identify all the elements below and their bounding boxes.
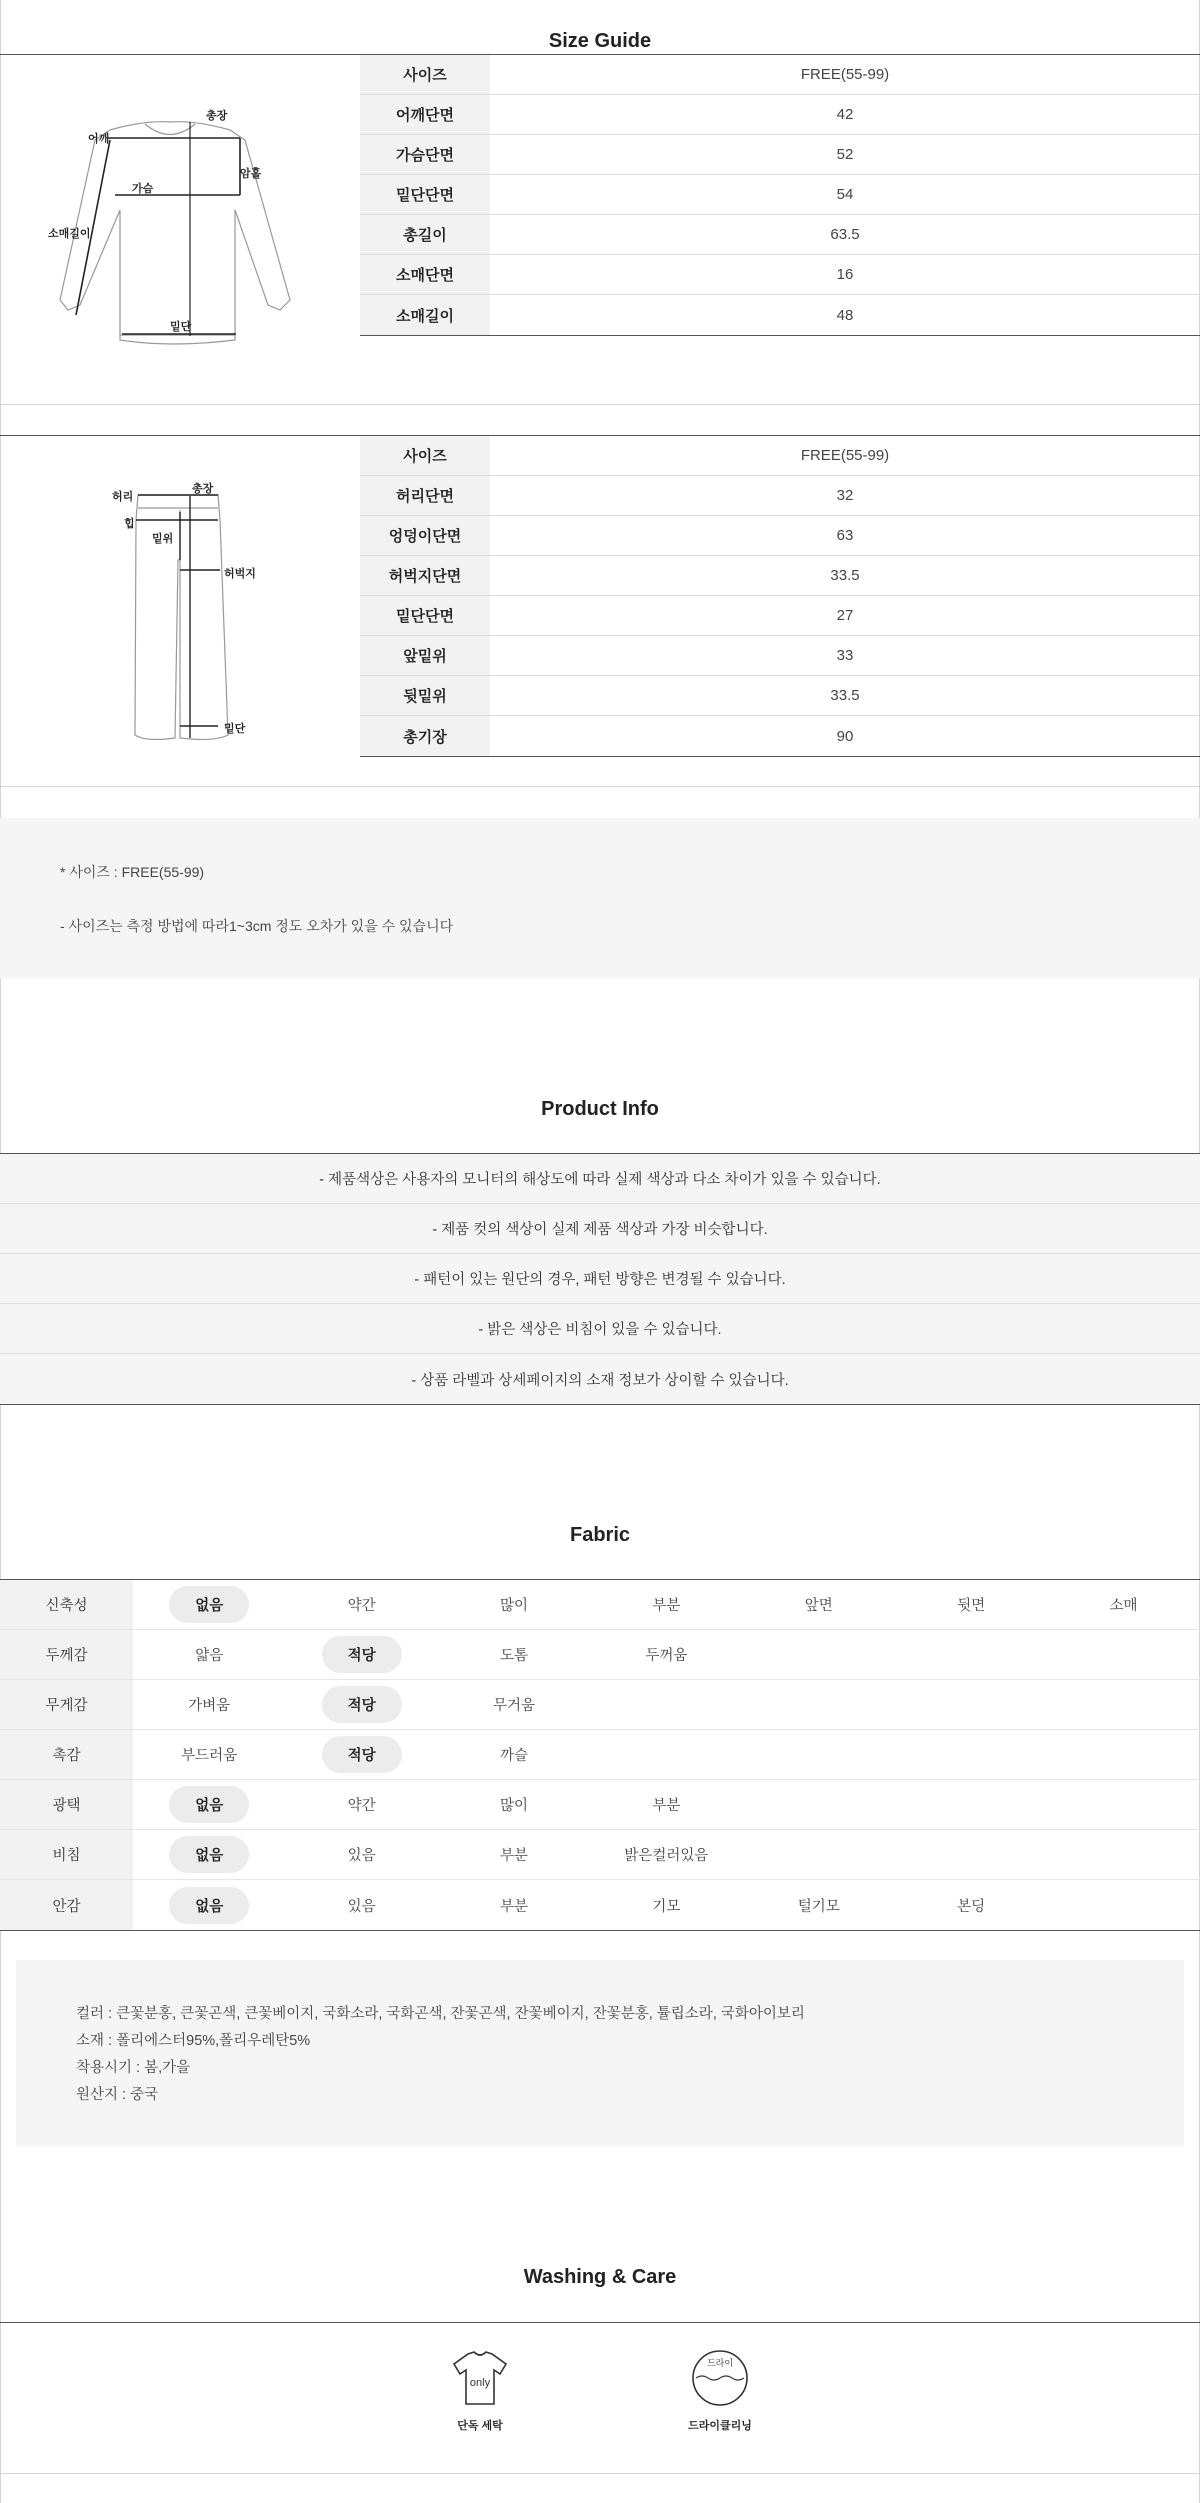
fabric-detail-line: 컬러 : 큰꽃분홍, 큰꽃곤색, 큰꽃베이지, 국화소라, 국화곤색, 잔꽃곤색, 잔꽃베이지, 잔꽃분홍, 튤립소라, 국화아이보리 bbox=[76, 2006, 805, 2022]
fabric-row bbox=[0, 1780, 1200, 1830]
size-label: 가슴단면 bbox=[360, 135, 490, 174]
size-value: 63 bbox=[836, 527, 854, 544]
diagram-label: 암홀 bbox=[240, 168, 262, 180]
fabric-option bbox=[133, 1780, 285, 1829]
fabric-option bbox=[590, 1680, 742, 1729]
fabric-option bbox=[438, 1580, 590, 1629]
size-row bbox=[360, 476, 1200, 516]
fabric-option bbox=[590, 1780, 742, 1829]
product-info-item: - 밝은 색상은 비침이 있을 수 있습니다. bbox=[0, 1304, 1200, 1354]
fabric-option bbox=[438, 1780, 590, 1829]
fabric-option-selected: 적당 bbox=[322, 1686, 402, 1723]
size-value: 90 bbox=[836, 727, 854, 745]
size-note: - 사이즈는 측정 방법에 따라1~3cm 정도 오차가 있을 수 있습니다 bbox=[60, 918, 454, 934]
size-label: 사이즈 bbox=[360, 436, 490, 475]
size-label: 밑단단면 bbox=[360, 596, 490, 635]
size-value: 42 bbox=[836, 106, 854, 123]
fabric-option-label: 부드러움 bbox=[181, 1748, 238, 1764]
fabric-option-selected: 없음 bbox=[169, 1786, 249, 1823]
fabric-option-label: 밝은컬러있음 bbox=[624, 1848, 709, 1864]
size-row bbox=[360, 55, 1200, 95]
fabric-option bbox=[285, 1580, 437, 1629]
fabric-option bbox=[285, 1730, 437, 1779]
fabric-option-label: 뒷면 bbox=[957, 1598, 986, 1614]
size-label: 사이즈 bbox=[360, 55, 490, 94]
fabric-option-label: 기모 bbox=[652, 1898, 681, 1915]
size-label: 허벅지단면 bbox=[360, 556, 490, 595]
fabric-detail-line: 소재 : 폴리에스터95%,폴리우레탄5% bbox=[76, 2033, 311, 2049]
fabric-option bbox=[133, 1630, 285, 1679]
fabric-option-label: 앞면 bbox=[804, 1598, 833, 1614]
fabric-option bbox=[438, 1830, 590, 1879]
diagram-label: 가슴 bbox=[132, 183, 154, 195]
fabric-option bbox=[133, 1730, 285, 1779]
fabric-option bbox=[590, 1880, 742, 1930]
fabric-option bbox=[1047, 1680, 1199, 1729]
care-label: 단독 세탁 bbox=[457, 2420, 503, 2432]
diagram-label: 소매길이 bbox=[48, 228, 91, 240]
fabric-row-label: 광택 bbox=[0, 1780, 133, 1829]
size-row bbox=[360, 135, 1200, 175]
size-note: * 사이즈 : FREE(55-99) bbox=[60, 864, 205, 880]
product-info-list bbox=[0, 1153, 1200, 1405]
fabric-option bbox=[438, 1880, 590, 1930]
fabric-option-label: 소매 bbox=[1109, 1598, 1138, 1614]
dry-clean-icon bbox=[690, 2348, 750, 2408]
fabric-option bbox=[133, 1880, 285, 1930]
fabric-option bbox=[1047, 1580, 1199, 1629]
size-row bbox=[360, 255, 1200, 295]
fabric-option bbox=[743, 1880, 895, 1930]
size-row bbox=[360, 95, 1200, 135]
fabric-row-label: 비침 bbox=[0, 1830, 133, 1879]
fabric-row bbox=[0, 1730, 1200, 1780]
fabric-option bbox=[438, 1730, 590, 1779]
fabric-option-label: 가벼움 bbox=[188, 1698, 231, 1714]
fabric-option bbox=[133, 1680, 285, 1729]
divider bbox=[0, 404, 1200, 405]
fabric-option-label: 부분 bbox=[652, 1598, 681, 1614]
fabric-row-label: 두께감 bbox=[0, 1630, 133, 1679]
divider bbox=[0, 2322, 1200, 2323]
size-value: 54 bbox=[836, 186, 854, 203]
diagram-label: 밑단 bbox=[224, 723, 246, 735]
fabric-option-selected: 적당 bbox=[322, 1636, 402, 1673]
fabric-detail-box bbox=[16, 1960, 1184, 2146]
fabric-option bbox=[895, 1580, 1047, 1629]
fabric-option bbox=[438, 1680, 590, 1729]
fabric-option bbox=[285, 1830, 437, 1879]
fabric-row bbox=[0, 1830, 1200, 1880]
product-info-item: - 상품 라벨과 상세페이지의 소재 정보가 상이할 수 있습니다. bbox=[0, 1354, 1200, 1404]
size-row bbox=[360, 596, 1200, 636]
size-row bbox=[360, 516, 1200, 556]
fabric-row-label: 촉감 bbox=[0, 1730, 133, 1779]
fabric-option bbox=[895, 1680, 1047, 1729]
fabric-option-label: 본딩 bbox=[957, 1898, 986, 1915]
care-item-dry-clean bbox=[680, 2348, 760, 2433]
fabric-option bbox=[285, 1780, 437, 1829]
fabric-option-label: 많이 bbox=[499, 1798, 528, 1814]
size-label: 소매단면 bbox=[360, 255, 490, 294]
fabric-option-label: 두꺼움 bbox=[645, 1648, 688, 1664]
fabric-option bbox=[590, 1580, 742, 1629]
diagram-label: 힙 bbox=[124, 518, 135, 530]
fabric-option bbox=[895, 1630, 1047, 1679]
fabric-option-selected: 없음 bbox=[169, 1887, 249, 1924]
fabric-option bbox=[1047, 1880, 1199, 1930]
size-value: 32 bbox=[836, 487, 854, 504]
top-garment-diagram bbox=[40, 100, 300, 360]
size-row bbox=[360, 636, 1200, 676]
fabric-option-label: 있음 bbox=[347, 1898, 376, 1915]
fabric-option-label: 무거움 bbox=[492, 1698, 535, 1714]
diagram-label: 밑위 bbox=[152, 533, 174, 545]
size-label: 총기장 bbox=[360, 716, 490, 756]
fabric-option bbox=[1047, 1730, 1199, 1779]
size-value: 33.5 bbox=[830, 567, 860, 584]
size-label: 뒷밑위 bbox=[360, 676, 490, 715]
fabric-option-label: 약간 bbox=[347, 1798, 376, 1814]
fabric-option bbox=[1047, 1630, 1199, 1679]
diagram-label: 밑단 bbox=[170, 321, 192, 333]
product-info-item: - 패턴이 있는 원단의 경우, 패턴 방향은 변경될 수 있습니다. bbox=[0, 1254, 1200, 1304]
size-row bbox=[360, 436, 1200, 476]
fabric-title: Fabric bbox=[569, 1524, 631, 1546]
fabric-option bbox=[743, 1630, 895, 1679]
size-row bbox=[360, 556, 1200, 596]
product-info-item: - 제품색상은 사용자의 모니터의 해상도에 따라 실제 색상과 다소 차이가 있을 수 있습니다. bbox=[0, 1154, 1200, 1204]
svg-text:드라이: 드라이 bbox=[706, 2359, 734, 2369]
fabric-row bbox=[0, 1580, 1200, 1630]
fabric-option-label: 부분 bbox=[499, 1848, 528, 1864]
fabric-option-label: 얇음 bbox=[195, 1648, 224, 1664]
size-value: FREE(55-99) bbox=[800, 66, 890, 83]
fabric-option bbox=[1047, 1830, 1199, 1879]
size-value: 16 bbox=[836, 266, 854, 283]
bottom-garment-diagram bbox=[100, 480, 300, 750]
fabric-option-selected: 없음 bbox=[169, 1836, 249, 1873]
size-row bbox=[360, 215, 1200, 255]
fabric-option-label: 약간 bbox=[347, 1598, 376, 1614]
fabric-option-label: 도톰 bbox=[499, 1648, 528, 1664]
fabric-option-label: 많이 bbox=[499, 1598, 528, 1614]
fabric-option bbox=[743, 1780, 895, 1829]
fabric-option-selected: 없음 bbox=[169, 1586, 249, 1623]
fabric-option-label: 부분 bbox=[652, 1798, 681, 1814]
fabric-row bbox=[0, 1680, 1200, 1730]
fabric-table bbox=[0, 1579, 1200, 1931]
size-value: 33 bbox=[836, 647, 854, 664]
fabric-option bbox=[133, 1830, 285, 1879]
fabric-option-selected: 적당 bbox=[322, 1736, 402, 1773]
size-row bbox=[360, 295, 1200, 335]
product-info-item: - 제품 컷의 색상이 실제 제품 색상과 가장 비슷합니다. bbox=[0, 1204, 1200, 1254]
size-label: 소매길이 bbox=[360, 295, 490, 335]
fabric-row bbox=[0, 1630, 1200, 1680]
fabric-option-label: 까슬 bbox=[499, 1748, 528, 1764]
top-size-table bbox=[360, 54, 1200, 336]
svg-text:only: only bbox=[469, 2377, 491, 2389]
fabric-option bbox=[743, 1580, 895, 1629]
hand-wash-only-icon bbox=[450, 2348, 510, 2408]
care-item-hand-wash bbox=[445, 2348, 515, 2433]
fabric-detail-line: 원산지 : 중국 bbox=[76, 2087, 159, 2103]
fabric-row-label: 무게감 bbox=[0, 1680, 133, 1729]
fabric-option bbox=[285, 1630, 437, 1679]
fabric-option bbox=[285, 1680, 437, 1729]
divider bbox=[0, 2473, 1200, 2474]
size-value: 33.5 bbox=[830, 687, 860, 704]
fabric-option bbox=[590, 1730, 742, 1779]
product-info-title: Product Info bbox=[541, 1098, 659, 1120]
fabric-option bbox=[743, 1680, 895, 1729]
fabric-option bbox=[133, 1580, 285, 1629]
size-value: FREE(55-99) bbox=[800, 447, 890, 464]
fabric-option-label: 있음 bbox=[347, 1848, 376, 1864]
size-label: 밑단단면 bbox=[360, 175, 490, 214]
fabric-option-label: 털기모 bbox=[797, 1898, 840, 1915]
fabric-option bbox=[1047, 1780, 1199, 1829]
fabric-option bbox=[743, 1730, 895, 1779]
diagram-label: 어깨 bbox=[88, 133, 110, 145]
fabric-option bbox=[590, 1630, 742, 1679]
fabric-option bbox=[895, 1730, 1047, 1779]
fabric-row-label: 신축성 bbox=[0, 1580, 133, 1629]
diagram-label: 허벅지 bbox=[224, 568, 256, 580]
washing-title: Washing & Care bbox=[523, 2266, 677, 2288]
size-note-box bbox=[0, 818, 1200, 978]
size-value: 52 bbox=[836, 146, 854, 163]
bottom-size-table bbox=[360, 435, 1200, 757]
size-label: 허리단면 bbox=[360, 476, 490, 515]
size-guide-title: Size Guide bbox=[548, 30, 652, 52]
size-label: 어깨단면 bbox=[360, 95, 490, 134]
divider bbox=[0, 786, 1200, 787]
fabric-option bbox=[743, 1830, 895, 1879]
fabric-row bbox=[0, 1880, 1200, 1930]
size-row bbox=[360, 716, 1200, 756]
fabric-option bbox=[285, 1880, 437, 1930]
size-value: 48 bbox=[836, 306, 854, 324]
fabric-option bbox=[895, 1880, 1047, 1930]
size-row bbox=[360, 676, 1200, 716]
care-label: 드라이클리닝 bbox=[688, 2420, 752, 2432]
diagram-label: 총장 bbox=[206, 110, 228, 122]
size-value: 27 bbox=[836, 607, 854, 624]
size-row bbox=[360, 175, 1200, 215]
diagram-label: 총장 bbox=[192, 483, 214, 495]
fabric-option bbox=[895, 1780, 1047, 1829]
fabric-option bbox=[438, 1630, 590, 1679]
diagram-label: 허리 bbox=[112, 491, 134, 503]
fabric-option bbox=[590, 1830, 742, 1879]
size-value: 63.5 bbox=[830, 226, 860, 243]
fabric-option-label: 부분 bbox=[499, 1898, 528, 1915]
fabric-option bbox=[895, 1830, 1047, 1879]
size-label: 총길이 bbox=[360, 215, 490, 254]
fabric-detail-line: 착용시기 : 봄,가을 bbox=[76, 2060, 191, 2076]
size-label: 엉덩이단면 bbox=[360, 516, 490, 555]
fabric-row-label: 안감 bbox=[0, 1880, 133, 1930]
size-label: 앞밑위 bbox=[360, 636, 490, 675]
